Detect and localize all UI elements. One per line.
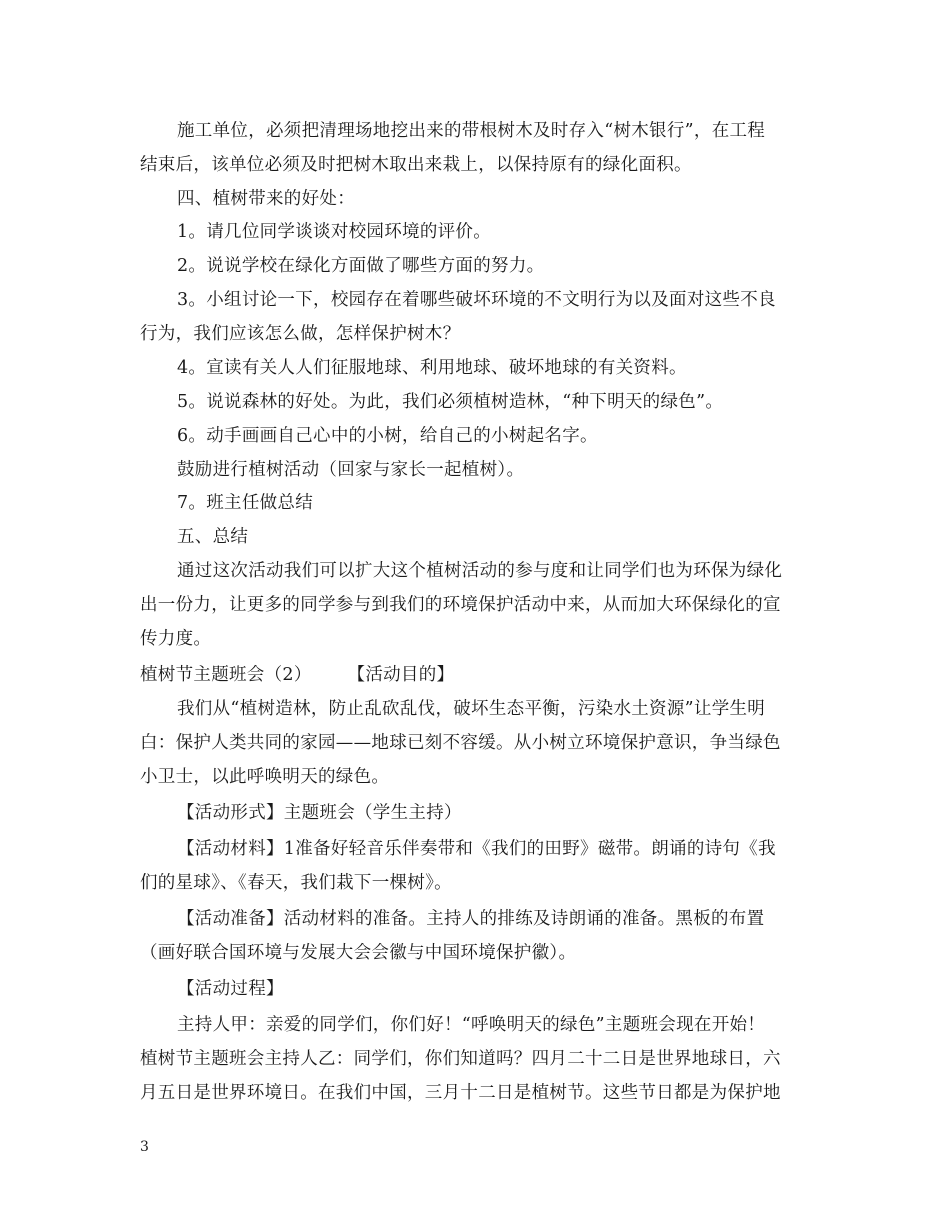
- paragraph-line: （画好联合国环境与发展大会会徽与中国环境保护徽）。: [140, 943, 577, 963]
- list-item: 5。说说森林的好处。为此，我们必须植树造林，“种下明天的绿色”。: [177, 392, 724, 412]
- section-heading: 五、总结: [177, 527, 249, 547]
- page-number: 3: [140, 1139, 149, 1155]
- paragraph-line: 传力度。: [140, 629, 212, 649]
- list-item: 2。说说学校在绿化方面做了哪些方面的努力。: [177, 256, 545, 276]
- list-item: 6。动手画画自己心中的小树，给自己的小树起名字。: [177, 426, 598, 446]
- list-item: 3。小组讨论一下，校园存在着哪些破坏环境的不文明行为以及面对这些不良: [177, 290, 776, 310]
- paragraph-line: 小卫士，以此呼唤明天的绿色。: [140, 767, 390, 787]
- list-item: 7。班主任做总结: [177, 493, 314, 513]
- paragraph-line: 通过这次活动我们可以扩大这个植树活动的参与度和让同学们也为环保为绿化: [177, 561, 783, 581]
- paragraph-line: 施工单位，必须把清理场地挖出来的带根树木及时存入“树木银行”，在工程: [177, 121, 766, 141]
- list-item: 4。宣读有关人人们征服地球、利用地球、破坏地球的有关资料。: [177, 358, 687, 378]
- paragraph-line: 白：保护人类共同的家园——地球已刻不容缓。从小树立环境保护意识，争当绿色: [140, 733, 781, 753]
- paragraph-line: 我们从“植树造林，防止乱砍乱伐，破坏生态平衡，污染水土资源”让学生明: [177, 699, 766, 719]
- paragraph-line: 【活动形式】主题班会（学生主持）: [177, 803, 462, 823]
- section-title: 植树节主题班会（2） 【活动目的】: [140, 665, 455, 685]
- paragraph-line: 结束后，该单位必须及时把树木取出来栽上，以保持原有的绿化面积。: [140, 155, 692, 175]
- list-item-continuation: 行为，我们应该怎么做，怎样保护树木？: [140, 324, 461, 344]
- section-heading: 【活动过程】: [177, 979, 284, 999]
- paragraph-line: 月五日是世界环境日。在我们中国，三月十二日是植树节。这些节日都是为保护地: [140, 1083, 781, 1103]
- paragraph-line: 鼓励进行植树活动（回家与家长一起植树）。: [177, 460, 525, 480]
- paragraph-line: 植树节主题班会主持人乙：同学们，你们知道吗？四月二十二日是世界地球日，六: [140, 1049, 781, 1069]
- paragraph-line: 【活动准备】活动材料的准备。主持人的排练及诗朗诵的准备。黑板的布置: [177, 909, 765, 929]
- paragraph-line: 【活动材料】1准备好轻音乐伴奏带和《我们的田野》磁带。朗诵的诗句《我: [177, 839, 776, 859]
- section-heading: 四、植树带来的好处：: [177, 189, 355, 209]
- paragraph-line: 出一份力，让更多的同学参与到我们的环境保护活动中来，从而加大环保绿化的宣: [140, 595, 781, 615]
- paragraph-line: 主持人甲：亲爱的同学们，你们好！“呼唤明天的绿色”主题班会现在开始！: [177, 1015, 766, 1035]
- list-item: 1。请几位同学谈谈对校园环境的评价。: [177, 222, 492, 242]
- paragraph-line: 们的星球》、《春天，我们栽下一棵树》。: [140, 873, 452, 893]
